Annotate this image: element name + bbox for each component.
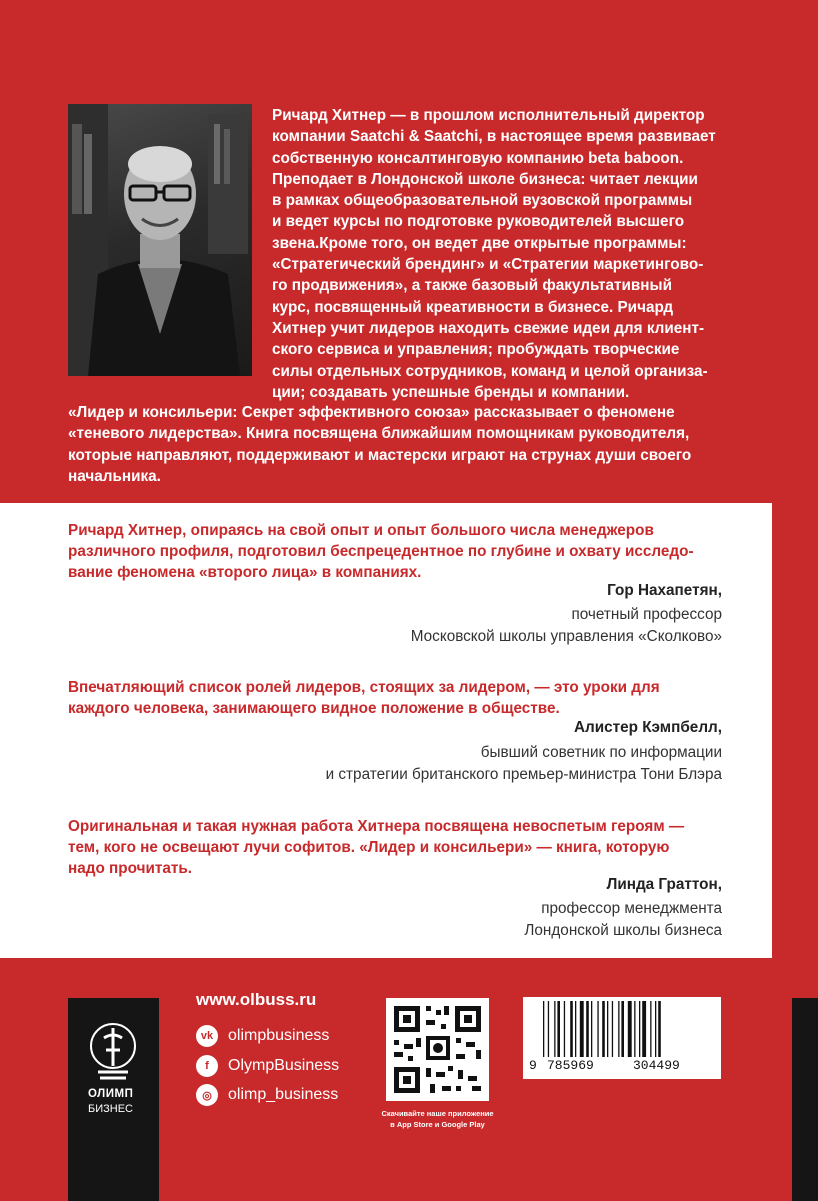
bio-line: звена.Кроме того, он ведет две открытые программы: xyxy=(272,234,687,252)
vk-icon: vk xyxy=(196,1025,218,1047)
barcode-bar xyxy=(658,1001,661,1057)
role-line: и стратегии британского премьер-министра Тони Блэра xyxy=(325,766,722,783)
author-bio xyxy=(272,105,742,403)
logo-main-text: ОЛИМП xyxy=(88,1088,134,1100)
isbn-barcode xyxy=(523,997,721,1079)
barcode-bar xyxy=(557,1001,560,1057)
quote-line: каждого человека, занимающего видное положение в обществе. xyxy=(68,700,560,717)
social-label: olimp_business xyxy=(228,1086,339,1103)
testimonials-panel xyxy=(0,503,772,958)
bio-line: го продвижения», а также базовый факультативный xyxy=(272,277,673,295)
barcode-bar xyxy=(554,1001,555,1057)
bio-line: курс, посвященный креативности в бизнесе. Ричард xyxy=(272,298,674,316)
barcode-bar xyxy=(602,1001,605,1057)
bio-line: — в прошлом исполнительный директор xyxy=(386,107,705,124)
bio-line: собственную консалтинговую компанию beta baboon. xyxy=(272,149,684,167)
summary-line: которые направляют, поддерживают и мастерски играют на струнах души своего xyxy=(68,446,692,464)
social-instagram[interactable] xyxy=(196,1083,338,1107)
quote-text xyxy=(68,677,748,719)
bio-line: ского сервиса и управления; пробуждать творческие xyxy=(272,341,680,359)
barcode-bar xyxy=(650,1001,651,1057)
barcode-bar xyxy=(597,1001,598,1057)
quote-author-role xyxy=(411,604,722,648)
barcode-bar xyxy=(618,1001,619,1057)
barcode-bar xyxy=(621,1001,624,1057)
spine-strip xyxy=(792,998,818,1201)
quote-line: тем, кого не освещают лучи софитов. «Лидер и консильери» — книга, которую xyxy=(68,839,670,856)
quote-line: Оригинальная и такая нужная работа Хитнера посвящена невоспетым героям — xyxy=(68,818,685,835)
quote-author: Гор Нахапетян, xyxy=(607,582,722,599)
hermes-emblem-icon xyxy=(68,998,159,1088)
barcode-bar xyxy=(628,1001,632,1057)
quote-text xyxy=(68,816,748,879)
quote-line: вание феномена «второго лица» в компаниях. xyxy=(68,564,422,581)
author-name: Ричард Хитнер xyxy=(272,107,387,124)
role-line: почетный профессор xyxy=(571,606,722,623)
quote-line: Впечатляющий список ролей лидеров, стоящих за лидером, — это уроки для xyxy=(68,679,660,696)
bio-line: и ведет курсы по подготовке руководителей высшего xyxy=(272,213,685,231)
quote-text xyxy=(68,520,748,583)
barcode-bar xyxy=(580,1001,584,1057)
author-photo xyxy=(68,104,252,376)
publisher-logo xyxy=(68,998,159,1201)
summary-line: начальника. xyxy=(68,467,161,485)
qr-code-icon xyxy=(386,998,489,1101)
bio-line: «Стратегический брендинг» и «Стратегии маркетингово- xyxy=(272,256,704,274)
bio-line: ции; создавать успешные бренды и компании. xyxy=(272,383,630,401)
facebook-icon: f xyxy=(196,1055,218,1077)
quote-author-role xyxy=(326,742,722,786)
barcode-bar xyxy=(570,1001,573,1057)
barcode-bar xyxy=(591,1001,592,1057)
bio-line: Преподает в Лондонской школе бизнеса: читает лекции xyxy=(272,170,698,188)
website-link[interactable]: www.olbuss.ru xyxy=(196,990,317,1009)
qr-caption xyxy=(370,1108,505,1130)
barcode-bar xyxy=(634,1001,635,1057)
barcode-digit-group: 785969 xyxy=(547,1058,594,1073)
barcode-bar xyxy=(543,1001,544,1057)
barcode-bar xyxy=(548,1001,549,1057)
barcode-bar xyxy=(575,1001,576,1057)
social-label: olimpbusiness xyxy=(228,1027,330,1044)
barcode-bar xyxy=(655,1001,656,1057)
summary-line: «Лидер и консильери: Секрет эффективного союза» рассказывает о феномене xyxy=(68,404,675,421)
barcode-bar xyxy=(607,1001,608,1057)
qr-caption-line: в App Store и Google Play xyxy=(390,1120,485,1129)
barcode-bar xyxy=(564,1001,565,1057)
bio-line: Хитнер учит лидеров находить свежие идеи для клиент- xyxy=(272,319,705,337)
qr-caption-line: Скачивайте наше приложение xyxy=(381,1109,494,1118)
summary-line: «теневого лидерства». Книга посвящена ближайшим помощникам руководителя, xyxy=(68,425,690,443)
social-vk[interactable] xyxy=(196,1024,329,1048)
barcode-bar xyxy=(639,1001,640,1057)
barcode-bar xyxy=(586,1001,589,1057)
quote-line: надо прочитать. xyxy=(68,860,193,877)
bio-line: силы отдельных сотрудников, команд и целой организа- xyxy=(272,362,708,380)
social-label: OlympBusiness xyxy=(228,1057,340,1074)
quote-author: Линда Граттон, xyxy=(606,876,722,893)
barcode-bar xyxy=(612,1001,613,1057)
book-summary xyxy=(68,402,758,487)
quote-line: Ричард Хитнер, опираясь на свой опыт и опыт большого числа менеджеров xyxy=(68,522,654,539)
social-facebook[interactable] xyxy=(196,1054,339,1078)
role-line: Московской школы управления «Сколково» xyxy=(410,628,722,645)
role-line: Лондонской школы бизнеса xyxy=(524,922,722,939)
qr-code[interactable] xyxy=(386,998,489,1101)
quote-author-role xyxy=(524,898,722,942)
logo-sub-text: БИЗНЕС xyxy=(88,1103,133,1115)
quote-line: различного профиля, подготовил беспрецедентное по глубине и охвату исследо- xyxy=(68,543,694,560)
barcode-bar xyxy=(642,1001,646,1057)
role-line: бывший советник по информации xyxy=(480,744,722,761)
barcode-digit-group: 304499 xyxy=(633,1058,680,1073)
barcode-bars xyxy=(523,997,721,1059)
role-line: профессор менеджмента xyxy=(541,900,722,917)
barcode-digit-group: 9 xyxy=(529,1058,537,1073)
quote-author: Алистер Кэмпбелл, xyxy=(573,719,722,736)
bio-line: компании Saatchi & Saatchi, в настоящее время развивает xyxy=(272,128,716,146)
instagram-icon: ◎ xyxy=(196,1084,218,1106)
author-portrait-image xyxy=(68,104,252,376)
bio-line: в рамках общеобразовательной вузовской программы xyxy=(272,192,693,210)
